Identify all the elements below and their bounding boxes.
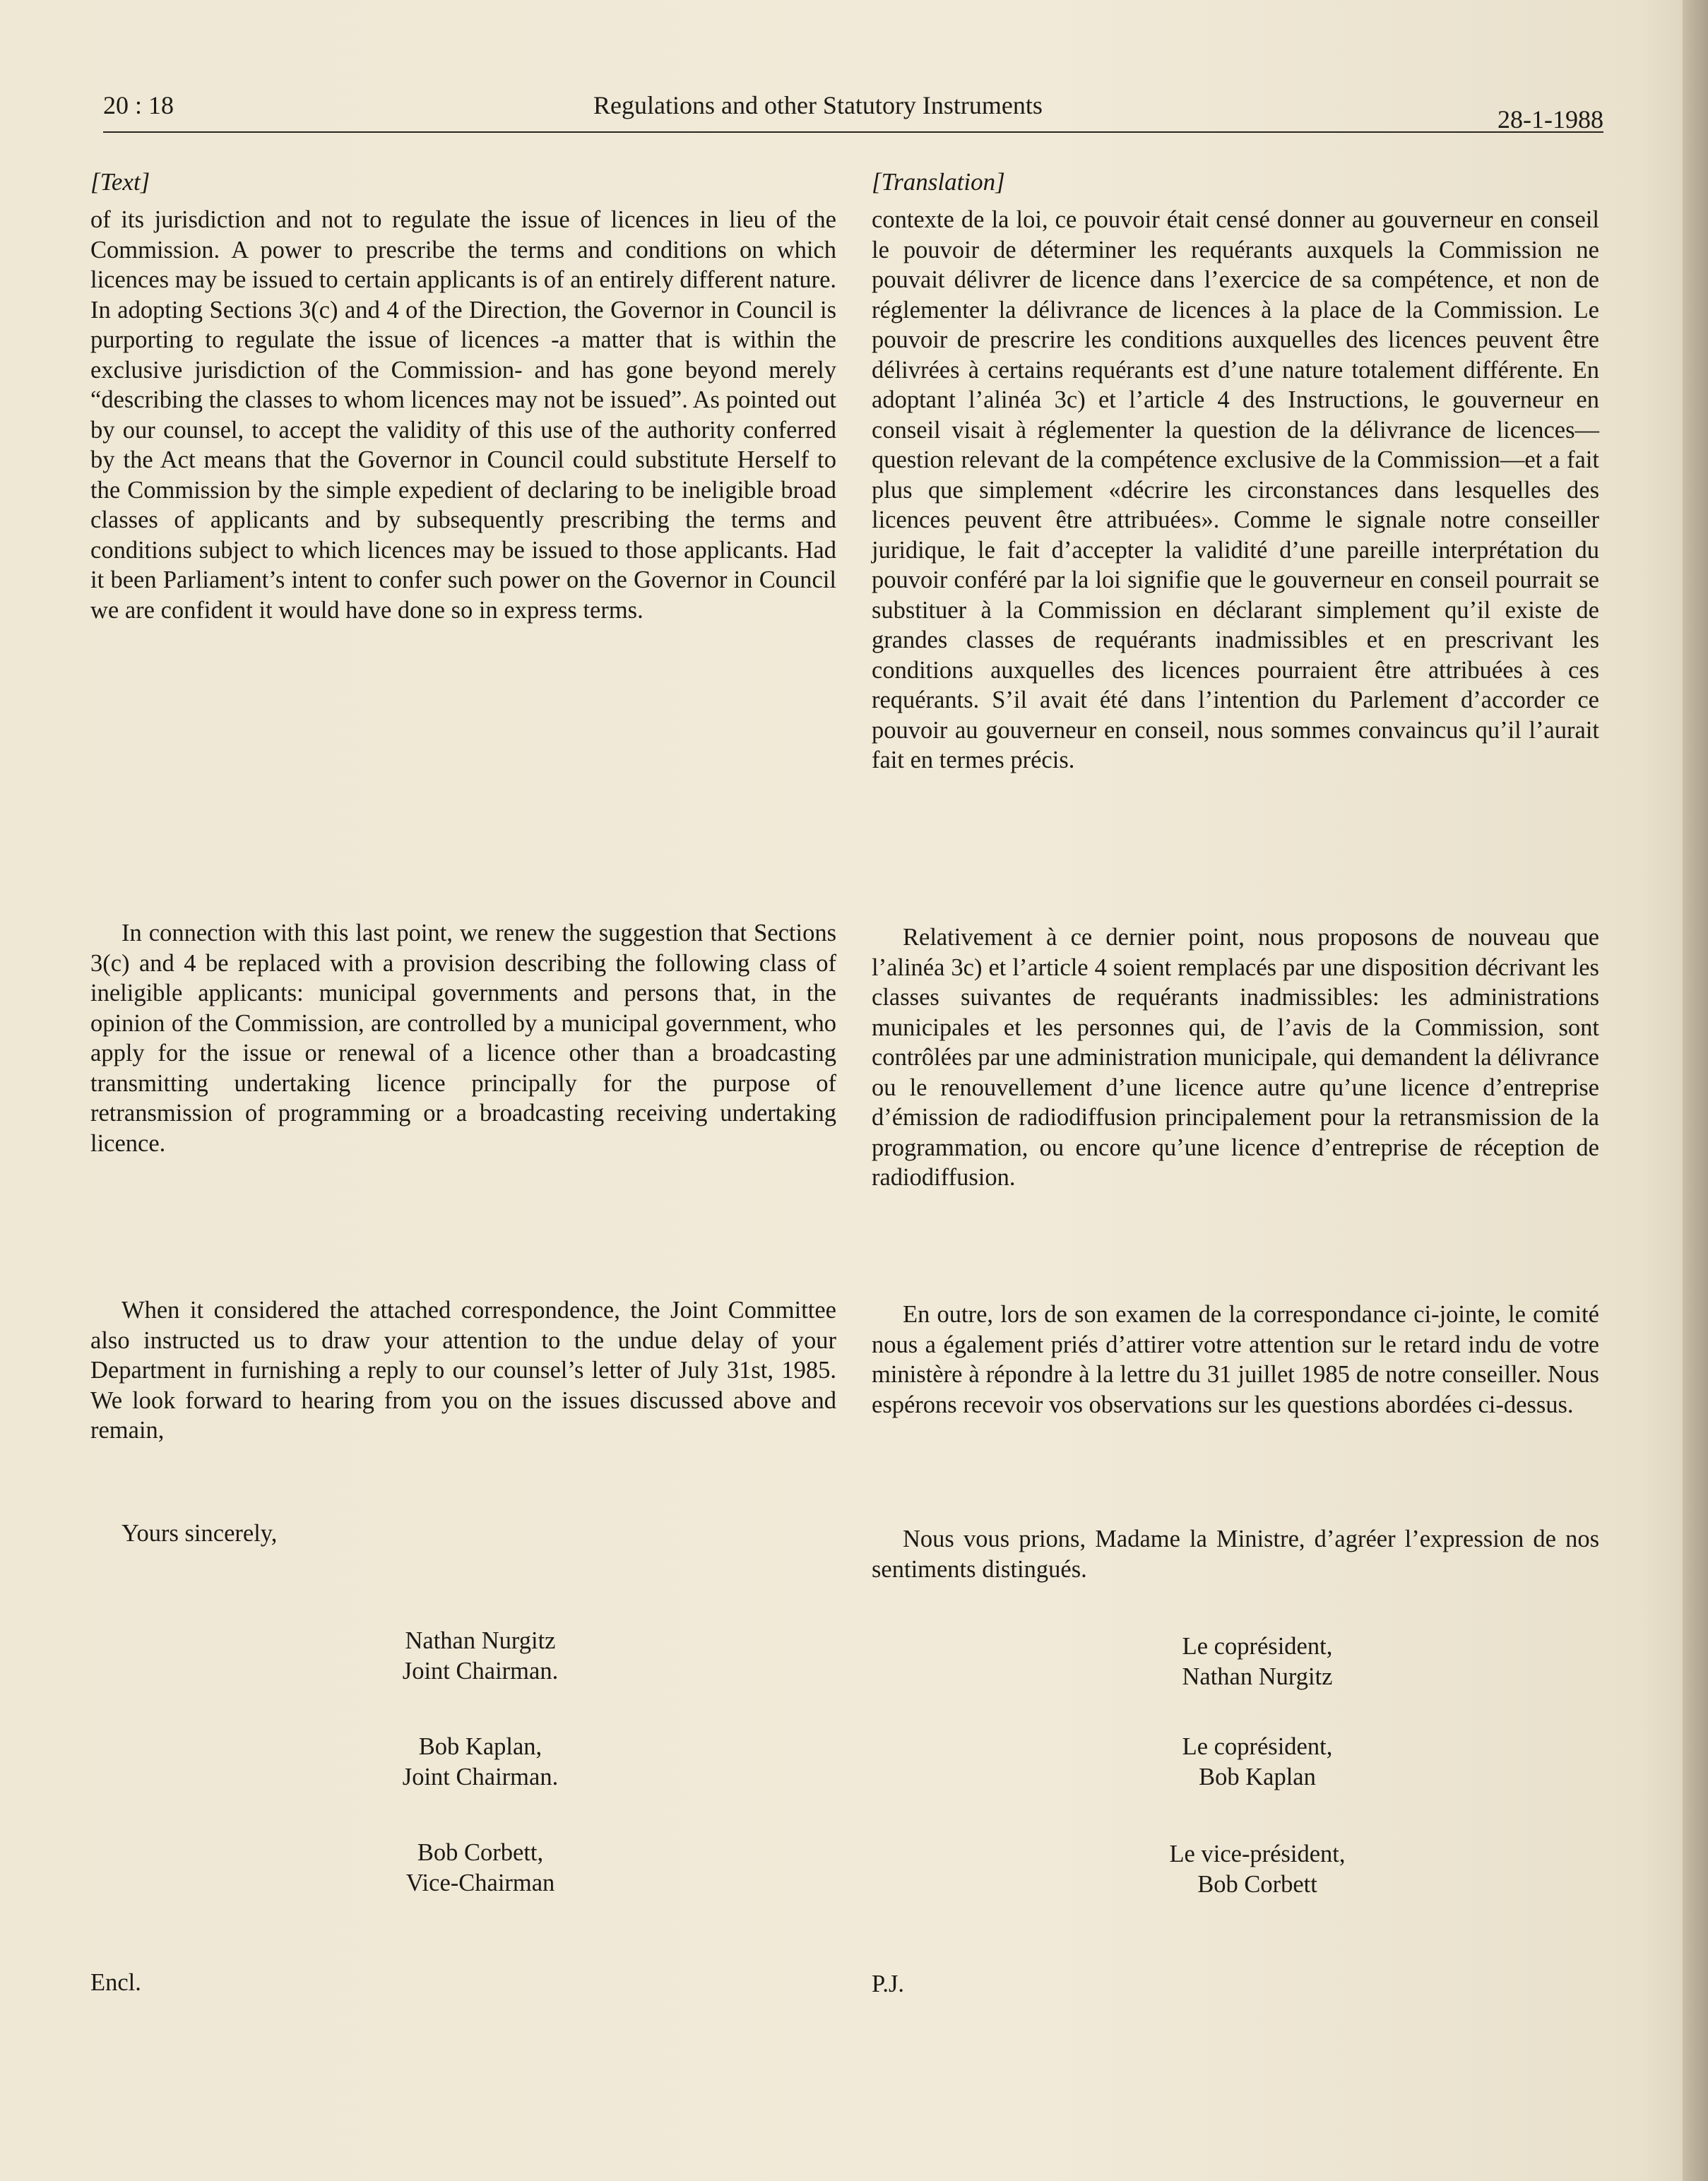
left-sig3-name: Bob Corbett,	[417, 1839, 544, 1866]
left-signature-1	[339, 1626, 622, 1686]
right-paragraph-2: Relativement à ce dernier point, nous proposons de nouveau que l’alinéa 3c) et l’article 4 soient remplacés par une disposition décrivant les classes suivantes de requérants inadmissibles: les administrations municipales et les personnes qui, de l’avis de la Commission, sont contrôlées par une administration municipale, qui demandent la délivrance ou le renouvellement d’une licence autre qu’une licence d’entreprise d’émission de radiodiffusion principalement pour la retransmission de la programmation, ou encore qu’une licence d’entreprise de réception de radiodiffusion.	[872, 924, 1599, 1191]
left-paragraph-1: of its jurisdiction and not to regulate the issue of licences in lieu of the Commission. A power to prescribe the terms and conditions on which licences may be issued to certain applicants is of an entirely different nature. In adopting Sections 3(c) and 4 of the Direction, the Governor in Council is purporting to regulate the issue of licences -a matter that is within the exclusive jurisdiction of the Commission- and has gone beyond merely “describing the classes to whom licences may not be issued”. As pointed out by our counsel, to accept the validity of this use of the authority conferred by the Act means that the Governor in Council could substitute Herself to the Commission by the simple expedient of declaring to be ineligible broad classes of applicants and by subsequently prescribing the terms and conditions subject to which licences may be issued to those applicants. Had it been Parliament’s intent to confer such power on the Governor in Council we are confident it would have done so in express terms.	[90, 206, 837, 624]
right-sig2-title: Le coprésident,	[1182, 1733, 1333, 1760]
left-sig2-name: Bob Kaplan,	[418, 1733, 542, 1760]
left-sig3-title: Vice-Chairman	[405, 1869, 555, 1896]
page-edge	[1683, 0, 1708, 2181]
right-signature-2	[1102, 1732, 1413, 1792]
right-paragraph-3: En outre, lors de son examen de la correspondance ci-jointe, le comité nous a également priés d’attirer votre attention sur le retard indu de votre ministère à répondre à la lettre du 31 juillet 1985 de notre conseiller. Nous espérons recevoir vos observations sur les questions abordées ci-dessus.	[872, 1301, 1599, 1418]
right-paragraph-1: contexte de la loi, ce pouvoir était censé donner au gouverneur en conseil le pouvoir de déterminer les requérants auxquels la Commission ne pouvait délivrer de licence dans l’exercice de sa compétence, et non de réglementer la délivrance de licences à la place de la Commission. Le pouvoir de prescrire les conditions auxquelles des licences peuvent être délivrées à certains requérants est d’une nature totalement différente. En adoptant l’alinéa 3c) et l’article 4 des Instructions, le gouverneur en conseil visait à réglementer la question de la délivrance de licences—question relevant de la compétence exclusive de la Commission—et a fait plus que simplement «décrire les circonstances dans lesquelles des licences peuvent être attribuées». Comme le signale notre conseiller juridique, le fait d’accepter la validité d’une pareille interprétation du pouvoir conféré par la loi signifie que le gouverneur en conseil pourrait se substituer à la Commission en déclarant simplement qu’il existe de grandes classes de requérants inadmissibles et en prescrivant les conditions auxquelles des licences pourraient être attribuées à ces requérants. S’il avait été dans l’intention du Parlement d’accorder ce pouvoir au gouverneur en conseil, nous sommes convaincus qu’il l’aurait fait en termes précis.	[872, 206, 1599, 773]
running-title: Regulations and other Statutory Instruments	[593, 91, 1043, 119]
left-closing: Yours sincerely,	[121, 1520, 278, 1547]
right-sig1-name: Nathan Nurgitz	[1182, 1663, 1333, 1690]
header-rule	[103, 131, 1603, 133]
left-sig1-title: Joint Chairman.	[402, 1657, 559, 1684]
left-sig2-title: Joint Chairman.	[402, 1763, 559, 1790]
right-sig3-name: Bob Corbett	[1197, 1870, 1317, 1898]
left-sig1-name: Nathan Nurgitz	[405, 1627, 556, 1654]
page-number: 20 : 18	[103, 91, 174, 119]
right-enclosure: P.J.	[872, 1971, 905, 1997]
right-signature-3	[1102, 1839, 1413, 1899]
left-enclosure: Encl.	[90, 1969, 141, 1996]
right-sig3-title: Le vice-président,	[1169, 1841, 1346, 1867]
translation-label: [Translation]	[872, 168, 1005, 196]
right-closing: Nous vous prions, Madame la Ministre, d’agréer l’expression de nos sentiments distingués.	[872, 1526, 1599, 1583]
right-signature-1	[1102, 1632, 1413, 1692]
text-label: [Text]	[90, 168, 150, 196]
left-paragraph-2: In connection with this last point, we renew the suggestion that Sections 3(c) and 4 be replaced with a provision describing the following class of ineligible applicants: municipal governments and persons that, in the opinion of the Commission, are controlled by a municipal government, who apply for the issue or renewal of a licence other than a broadcasting transmitting undertaking licence principally for the purpose of retransmission of programming or a broadcasting receiving undertaking licence.	[90, 920, 836, 1157]
right-sig2-name: Bob Kaplan	[1199, 1763, 1316, 1790]
header-date: 28-1-1988	[1498, 105, 1603, 133]
left-signature-2	[339, 1732, 622, 1792]
left-signature-3	[339, 1838, 622, 1898]
right-sig1-title: Le coprésident,	[1182, 1633, 1333, 1660]
left-paragraph-3: When it considered the attached correspondence, the Joint Committee also instructed us to draw your attention to the undue delay of your Department in furnishing a reply to our counsel’s letter of July 31st, 1985. We look forward to hearing from you on the issues discussed above and remain,	[90, 1297, 836, 1444]
